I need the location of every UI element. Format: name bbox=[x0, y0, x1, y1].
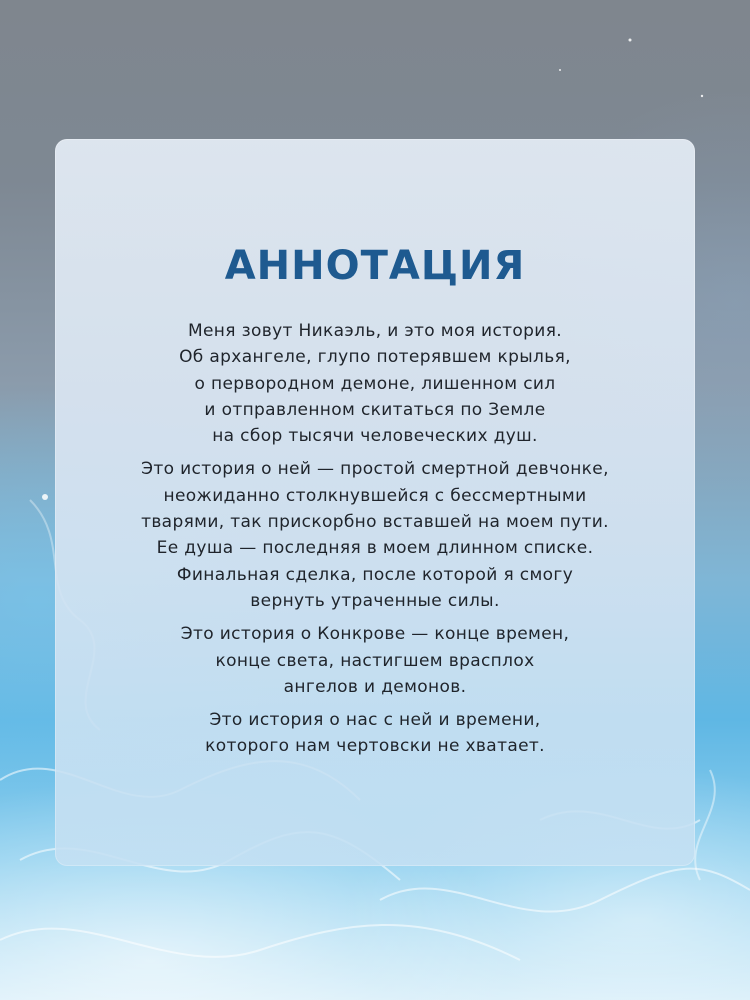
annotation-line: Это история о ней — простой смертной девчонке, bbox=[141, 459, 609, 480]
annotation-paragraph bbox=[0, 707, 750, 760]
annotation-line: Это история о нас с ней и времени, bbox=[209, 710, 541, 731]
annotation-line: Меня зовут Никаэль, и это моя история. bbox=[187, 321, 563, 341]
annotation-paragraph bbox=[0, 621, 750, 700]
annotation-line: на сбор тысячи человеческих душ. bbox=[212, 426, 538, 447]
annotation-line: и отправленном скитаться по Земле bbox=[204, 399, 546, 420]
annotation-line: Об архангеле, глупо потерявшем крылья, bbox=[179, 347, 571, 368]
annotation-line: конце света, настигшем врасплох bbox=[215, 650, 535, 671]
annotation-paragraph bbox=[0, 318, 750, 449]
annotation-line: тварями, так прискорбно вставшей на моем пути. bbox=[141, 512, 609, 533]
annotation-body bbox=[0, 318, 750, 767]
annotation-line: Это история о Конкрове — конце времен, bbox=[180, 624, 570, 645]
annotation-line: вернуть утраченные силы. bbox=[250, 590, 500, 611]
annotation-line: Финальная сделка, после которой я смогу bbox=[176, 564, 574, 585]
annotation-line: ангелов и демонов. bbox=[283, 676, 467, 697]
annotation-line: Ее душа — последняя в моем длинном списке. bbox=[156, 538, 594, 559]
annotation-title: АННОТАЦИЯ bbox=[224, 243, 526, 289]
annotation-line: о первородном демоне, лишенном сил bbox=[194, 373, 556, 394]
annotation-paragraph bbox=[0, 456, 750, 614]
annotation-line: неожиданно столкнувшейся с бессмертными bbox=[163, 485, 587, 506]
annotation-line: которого нам чертовски не хватает. bbox=[205, 736, 545, 757]
